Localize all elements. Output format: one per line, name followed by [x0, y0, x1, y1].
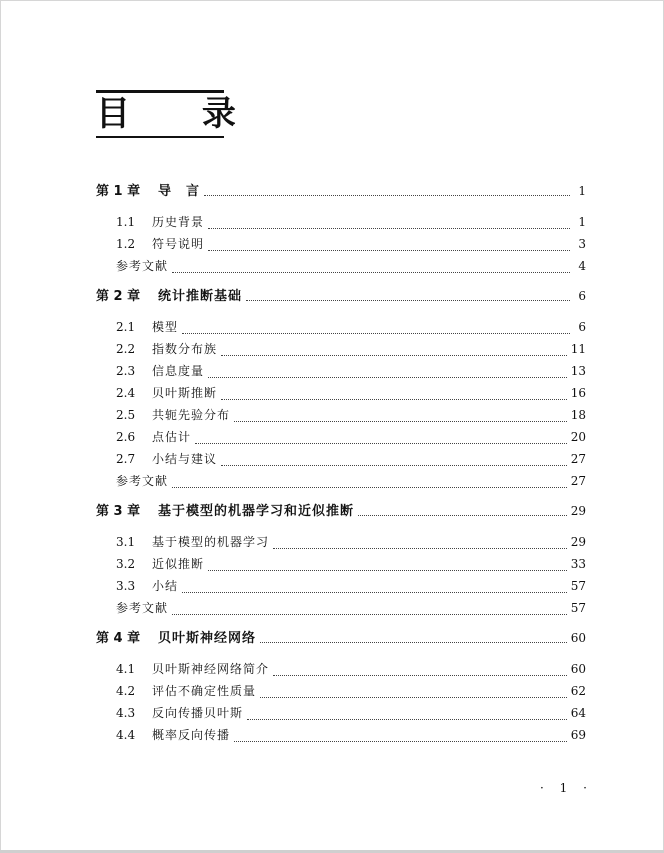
section-entry[interactable] [96, 660, 586, 682]
section-number: 2.4 [116, 386, 136, 400]
section-title: 指数分布族 [152, 342, 218, 356]
section-page-number: 62 [570, 684, 586, 698]
section-title: 历史背景 [152, 215, 205, 229]
section-entry[interactable] [96, 213, 586, 235]
dot-leader [204, 195, 570, 196]
references-entry[interactable] [96, 599, 586, 621]
chapter-block [96, 627, 586, 748]
section-number: 1.1 [116, 215, 136, 229]
section-number: 2.3 [116, 364, 136, 378]
chapter-entry[interactable] [96, 500, 586, 522]
dot-leader [234, 741, 567, 742]
dot-leader [273, 548, 567, 549]
section-number: 2.6 [116, 430, 136, 444]
dot-leader [221, 355, 567, 356]
section-title: 小结 [152, 579, 179, 593]
chapter-entry[interactable] [96, 285, 586, 307]
dot-leader [172, 272, 570, 273]
section-title: 信息度量 [152, 364, 205, 378]
section-number: 3.3 [116, 579, 136, 593]
chapter-block [96, 180, 586, 279]
dot-leader [273, 675, 567, 676]
chapter-title: 贝叶斯神经网络 [158, 631, 257, 646]
section-number: 2.2 [116, 342, 136, 356]
section-title: 概率反向传播 [152, 728, 231, 742]
references-page-number: 4 [578, 259, 586, 273]
section-title: 贝叶斯神经网络简介 [152, 662, 270, 676]
section-entry[interactable] [96, 340, 586, 362]
section-page-number: 64 [570, 706, 586, 720]
section-title: 近似推断 [152, 557, 205, 571]
section-title: 共轭先验分布 [152, 408, 231, 422]
dot-leader [172, 614, 567, 615]
references-page-number: 57 [570, 601, 586, 615]
dot-leader [182, 333, 570, 334]
title-rule-bottom [96, 136, 224, 138]
section-entry[interactable] [96, 533, 586, 555]
dot-leader [172, 487, 567, 488]
section-page-number: 33 [570, 557, 586, 571]
section-page-number: 29 [570, 535, 586, 549]
section-number: 4.1 [116, 662, 136, 676]
section-entry[interactable] [96, 555, 586, 577]
dot-leader [208, 377, 567, 378]
section-entry[interactable] [96, 362, 586, 384]
chapter-title: 基于模型的机器学习和近似推断 [158, 504, 355, 519]
dot-leader [208, 250, 570, 251]
table-of-contents [96, 180, 586, 754]
section-entry[interactable] [96, 428, 586, 450]
section-entry[interactable] [96, 704, 586, 726]
page-number: · 1 · [540, 781, 593, 795]
references-title: 参考文献 [116, 474, 169, 488]
dot-leader [208, 228, 570, 229]
chapter-page-number: 29 [570, 504, 586, 518]
references-page-number: 27 [570, 474, 586, 488]
section-entry[interactable] [96, 384, 586, 406]
chapter-title: 统计推断基础 [158, 289, 243, 304]
chapter-entry[interactable] [96, 180, 586, 202]
chapter-number: 第 3 章 [96, 504, 141, 519]
dot-leader [247, 719, 567, 720]
section-number: 4.2 [116, 684, 136, 698]
section-page-number: 69 [570, 728, 586, 742]
section-number: 2.7 [116, 452, 136, 466]
section-page-number: 1 [578, 215, 586, 229]
chapter-block [96, 285, 586, 494]
dot-leader [260, 697, 567, 698]
section-title: 基于模型的机器学习 [152, 535, 270, 549]
section-page-number: 3 [578, 237, 586, 251]
dot-leader [195, 443, 567, 444]
section-entry[interactable] [96, 318, 586, 340]
chapter-block [96, 500, 586, 621]
section-number: 1.2 [116, 237, 136, 251]
references-entry[interactable] [96, 472, 586, 494]
dot-leader [182, 592, 567, 593]
section-entry[interactable] [96, 406, 586, 428]
section-number: 3.1 [116, 535, 136, 549]
dot-leader [208, 570, 567, 571]
chapter-number: 第 1 章 [96, 184, 141, 199]
section-entry[interactable] [96, 577, 586, 599]
chapter-page-number: 1 [578, 184, 586, 198]
section-title: 模型 [152, 320, 179, 334]
section-title: 小结与建议 [152, 452, 218, 466]
dot-leader [260, 642, 567, 643]
references-entry[interactable] [96, 257, 586, 279]
section-number: 4.3 [116, 706, 136, 720]
chapter-title: 导 言 [158, 184, 201, 199]
section-number: 4.4 [116, 728, 136, 742]
section-page-number: 20 [570, 430, 586, 444]
chapter-number: 第 4 章 [96, 631, 141, 646]
section-page-number: 16 [570, 386, 586, 400]
dot-leader [234, 421, 567, 422]
page-title: 目 录 [96, 94, 266, 134]
section-entry[interactable] [96, 726, 586, 748]
title-rule-top [96, 90, 224, 93]
section-page-number: 60 [570, 662, 586, 676]
section-entry[interactable] [96, 682, 586, 704]
section-page-number: 18 [570, 408, 586, 422]
chapter-page-number: 60 [570, 631, 586, 645]
section-page-number: 13 [570, 364, 586, 378]
references-title: 参考文献 [116, 601, 169, 615]
section-page-number: 57 [570, 579, 586, 593]
chapter-number: 第 2 章 [96, 289, 141, 304]
section-number: 2.1 [116, 320, 136, 334]
section-title: 评估不确定性质量 [152, 684, 257, 698]
dot-leader [246, 300, 570, 301]
references-title: 参考文献 [116, 259, 169, 273]
section-title: 点估计 [152, 430, 192, 444]
section-number: 2.5 [116, 408, 136, 422]
section-page-number: 6 [578, 320, 586, 334]
section-number: 3.2 [116, 557, 136, 571]
section-title: 符号说明 [152, 237, 205, 251]
section-title: 反向传播贝叶斯 [152, 706, 244, 720]
section-title: 贝叶斯推断 [152, 386, 218, 400]
dot-leader [221, 465, 567, 466]
chapter-page-number: 6 [578, 289, 586, 303]
section-page-number: 27 [570, 452, 586, 466]
section-page-number: 11 [570, 342, 586, 356]
chapter-entry[interactable] [96, 627, 586, 649]
dot-leader [358, 515, 567, 516]
section-entry[interactable] [96, 450, 586, 472]
dot-leader [221, 399, 567, 400]
section-entry[interactable] [96, 235, 586, 257]
